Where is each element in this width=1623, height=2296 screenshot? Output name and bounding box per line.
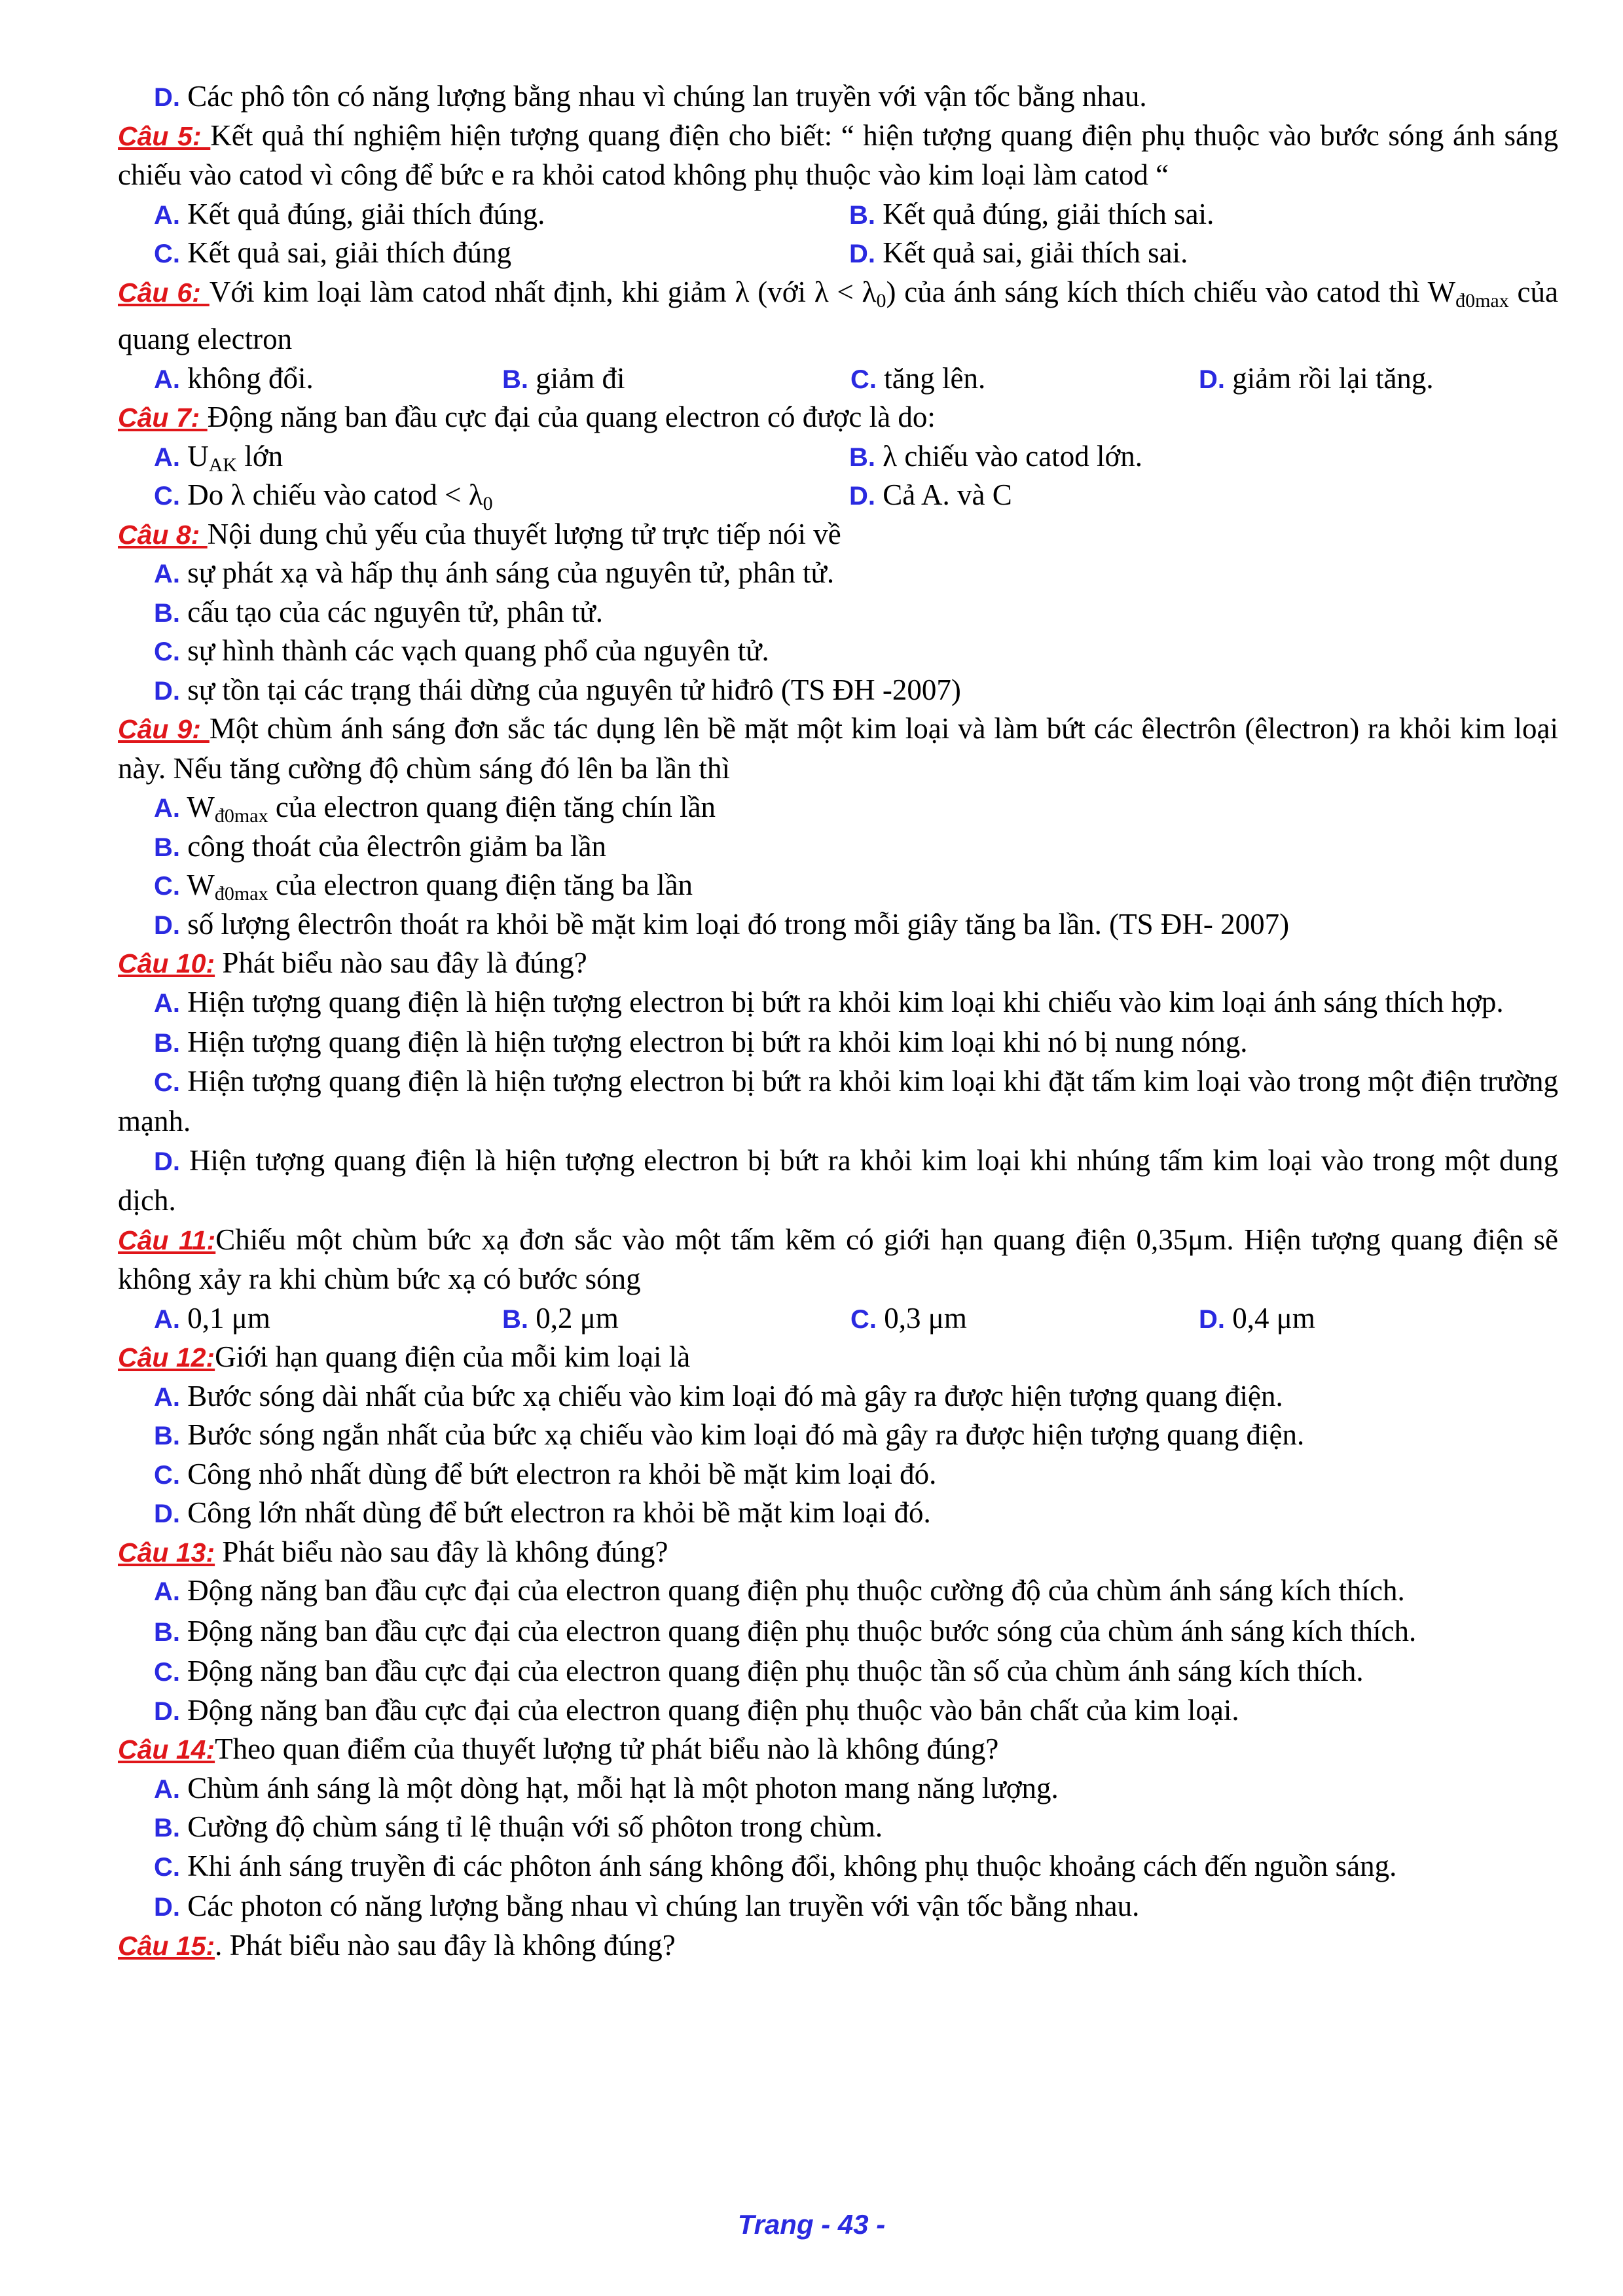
q14-option-a: A. Chùm ánh sáng là một dòng hạt, mỗi hạt là một photon mang năng lượng. [154,1771,1059,1804]
q9-option-d: D. số lượng êlectrôn thoát ra khỏi bề mặt kim loại đó trong mỗi giây tăng ba lần. (TS ĐH- 2007) [154,907,1290,941]
q10-stem: Câu 10: Phát biểu nào sau đây là đúng? [118,946,587,979]
question-label: Câu 13: [118,1537,215,1568]
question-label: Câu 15: [118,1930,215,1961]
q10-option-d: D. Hiện tượng quang điện là hiện tượng electron bị bứt ra khỏi kim loại khi nhúng tấm kim loại vào trong một dung dịch. [118,1143,1558,1217]
q7-options-row-2 [118,476,1558,515]
q12-option-a: A. Bước sóng dài nhất của bức xạ chiếu vào kim loại đó mà gây ra được hiện tượng quang điện. [154,1379,1283,1412]
q9-stem: Câu 9: Một chùm ánh sáng đơn sắc tác dụng lên bề mặt một kim loại và làm bứt các êlectrôn (êlectron) ra khỏi kim loại này. Nếu tăng cường độ chùm sáng đó lên ba lần thì [118,712,1558,785]
q7-options-row-1 [118,437,1558,476]
q8-option-a: A. sự phát xạ và hấp thụ ánh sáng của nguyên tử, phân tử. [154,556,835,589]
q5-option-a: A. Kết quả đúng, giải thích đúng. [154,197,545,230]
q7-option-d: D. Cả A. và C [849,478,1012,511]
q7-option-a: A. $U_{AK}$ lớn [154,439,283,476]
q7-stem: Câu 7: Động năng ban đầu cực đại của quang electron có được là do: [118,401,936,433]
q9-option-b: B. công thoát của êlectrôn giảm ba lần [154,829,606,863]
q9-option-a: A. $W_{đ0max}$ của electron quang điện tăng chín lần [154,791,716,827]
q6-option-a: A. không đổi. [154,361,314,395]
q14-option-b: B. Cường độ chùm sáng tỉ lệ thuận với số phôton trong chùm. [154,1810,883,1843]
q8-stem: Câu 8: Nội dung chủ yếu của thuyết lượng tử trực tiếp nói về [118,517,841,550]
q12-option-c: C. Công nhỏ nhất dùng để bứt electron ra khỏi bề mặt kim loại đó. [154,1457,937,1490]
q5-option-c: C. Kết quả sai, giải thích đúng [154,236,512,269]
q7-option-b: B. λ chiếu vào catod lớn. [849,439,1142,473]
q12-stem: Câu 12:Giới hạn quang điện của mỗi kim loại là [118,1340,691,1373]
q13-option-d: D. Động năng ban đầu cực đại của electron quang điện phụ thuộc vào bản chất của kim loại. [154,1693,1239,1727]
document-body [118,77,1558,1965]
q6-option-b: B. giảm đi [502,361,625,395]
q11-stem: Câu 11:Chiếu một chùm bức xạ đơn sắc vào một tấm kẽm có giới hạn quang điện 0,35μm. Hiện tượng quang điện sẽ không xảy ra khi chùm bức xạ có bước sóng [118,1223,1559,1295]
question-label: Câu 9: [118,714,210,744]
question-label: Câu 8: [118,519,208,550]
q14-option-c: C. Khi ánh sáng truyền đi các phôton ánh sáng không đổi, không phụ thuộc khoảng cách đến nguồn sáng. [154,1849,1397,1882]
q14-option-d: D. Các photon có năng lượng bằng nhau vì chúng lan truyền với vận tốc bằng nhau. [154,1890,1140,1922]
q12-option-b: B. Bước sóng ngắn nhất của bức xạ chiếu vào kim loại đó mà gây ra được hiện tượng quang điện. [154,1418,1305,1451]
option-letter: D. [154,83,180,112]
q11-option-d: D. 0,4 μm [1199,1301,1315,1335]
q14-stem: Câu 14:Theo quan điểm của thuyết lượng tử phát biểu nào là không đúng? [118,1732,999,1765]
question-label: Câu 5: [118,120,211,151]
q6-option-c: C. tăng lên. [850,361,986,395]
question-label: Câu 6: [118,277,210,308]
q6-stem: Câu 6: Với kim loại làm catod nhất định, khi giảm λ (với $\lambda < \lambda_0$) của ánh sáng kích thích chiếu vào catod thì $W_{đ0max}$ của quang electron [118,275,1558,355]
q13-option-a: A. Động năng ban đầu cực đại của electron quang điện phụ thuộc cường độ của chùm ánh sáng kích thích. [154,1574,1405,1607]
question-label: Câu 11: [118,1225,216,1255]
q10-option-c: C. Hiện tượng quang điện là hiện tượng electron bị bứt ra khỏi kim loại khi đặt tấm kim loại vào trong một điện trường mạnh. [118,1064,1558,1138]
question-label: Câu 12: [118,1342,215,1372]
q11-option-c: C. 0,3 μm [850,1301,967,1335]
q11-option-b: B. 0,2 μm [502,1301,619,1335]
q11-option-a: A. 0,1 μm [154,1301,270,1335]
q13-stem: Câu 13: Phát biểu nào sau đây là không đúng? [118,1535,668,1568]
q12-option-d: D. Công lớn nhất dùng để bứt electron ra khỏi bề mặt kim loại đó. [154,1496,931,1529]
q10-option-b: B. Hiện tượng quang điện là hiện tượng electron bị bứt ra khỏi kim loại khi nó bị nung nóng. [154,1026,1248,1058]
page-number: Trang - 43 - [737,2209,886,2240]
q6-option-d: D. giảm rồi lại tăng. [1199,361,1434,395]
question-text: Kết quả thí nghiệm hiện tượng quang điện cho biết: “ hiện tượng quang điện phụ thuộc vào bước sóng ánh sáng chiếu vào catod vì công để bức e ra khỏi catod không phụ thuộc vào kim loại làm catod “ [118,118,1558,191]
q13-option-b: B. Động năng ban đầu cực đại của electron quang điện phụ thuộc bước sóng của chùm ánh sáng kích thích. [154,1614,1417,1647]
q8-option-d: D. sự tồn tại các trạng thái dừng của nguyên tử hiđrô (TS ĐH -2007) [154,673,961,706]
question-label: Câu 7: [118,403,208,433]
q7-option-c: C. Do λ chiếu vào catod < $\lambda_0$ [154,478,493,514]
q4-option-d [118,77,1558,117]
q6-options [118,359,1558,399]
q5-option-d: D. Kết quả sai, giải thích sai. [849,236,1188,269]
q13-option-c: C. Động năng ban đầu cực đại của electron quang điện phụ thuộc tần số của chùm ánh sáng kích thích. [154,1655,1364,1687]
q15-stem: Câu 15:. Phát biểu nào sau đây là không đúng? [118,1928,676,1962]
q10-option-a: A. Hiện tượng quang điện là hiện tượng electron bị bứt ra khỏi kim loại khi chiếu vào kim loại ánh sáng thích hợp. [154,985,1504,1018]
q8-option-b: B. cấu tạo của các nguyên tử, phân tử. [154,595,604,628]
q5-stem [118,117,1558,195]
q8-option-c: C. sự hình thành các vạch quang phổ của nguyên tử. [154,634,769,667]
q9-option-c: C. $W_{đ0max}$ của electron quang điện tăng ba lần [154,869,693,905]
q5-option-b: B. Kết quả đúng, giải thích sai. [849,197,1214,230]
question-label: Câu 10: [118,948,215,978]
q5-options-row-1 [118,195,1558,234]
option-text: Các phô tôn có năng lượng bằng nhau vì chúng lan truyền với vận tốc bằng nhau. [180,80,1147,113]
q5-options-row-2 [118,234,1558,273]
q11-options [118,1299,1558,1338]
question-label: Câu 14: [118,1734,215,1765]
